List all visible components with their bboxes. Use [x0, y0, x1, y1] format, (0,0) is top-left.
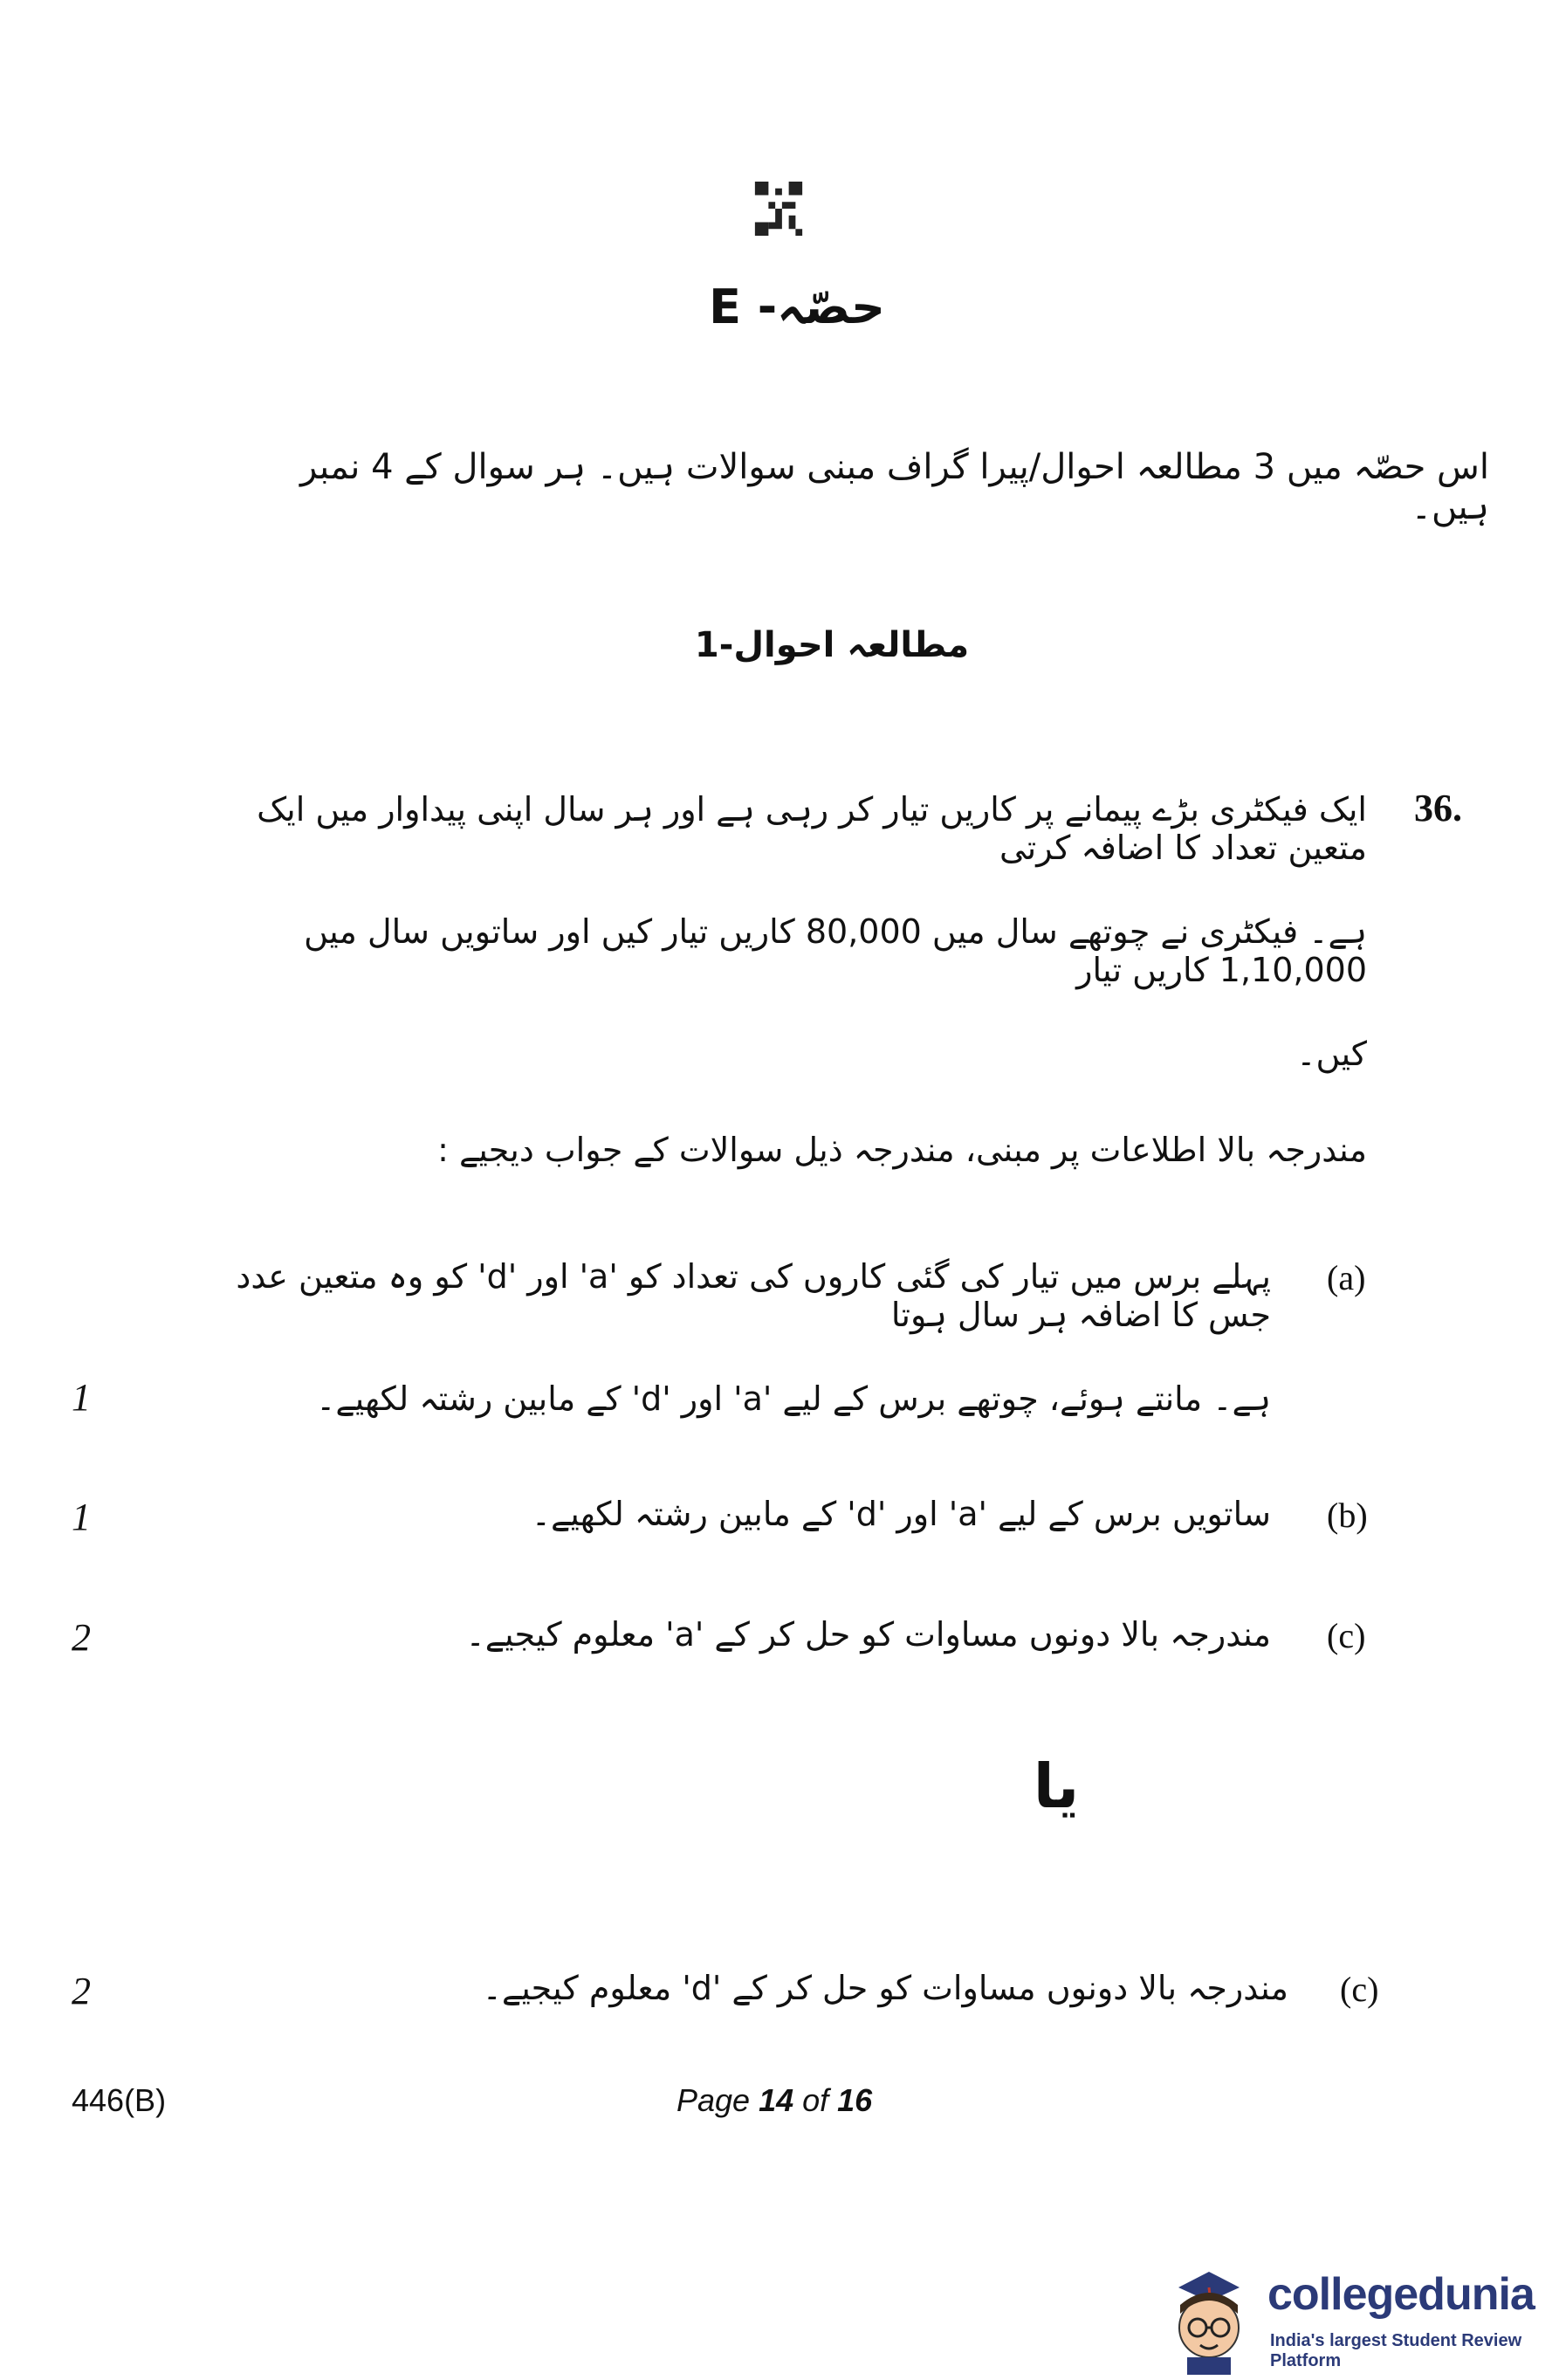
case-study-title: مطالعہ احوال-1 — [694, 625, 970, 665]
subquestion-text: پہلے برس میں تیار کی گئی کاروں کی تعداد کو 'a' اور 'd' کو وہ متعین عدد جس کا اضافہ ہر سال ہوتا — [236, 1257, 1271, 1334]
paragraph-line: ہے۔ فیکٹری نے چوتھے سال میں 80,000 کاریں تیار کیں اور ساتویں سال میں 1,10,000 کاریں تیار — [304, 912, 1367, 989]
subquestion-text: ہے۔ مانتے ہوئے، چوتھے برس کے لیے 'a' اور 'd' کے مابین رشتہ لکھیے۔ — [316, 1379, 1271, 1418]
subquestion-text: ساتویں برس کے لیے 'a' اور 'd' کے مابین رشتہ لکھیے۔ — [531, 1495, 1271, 1533]
subquestion-label: (c) — [1340, 1970, 1379, 2009]
marks: 2 — [72, 1616, 91, 1659]
qr-code-icon — [754, 182, 803, 236]
subquestion-text: مندرجہ بالا دونوں مساوات کو حل کر کے 'a' معلوم کیجیے۔ — [465, 1615, 1271, 1654]
subquestion-label: (c) — [1327, 1616, 1366, 1655]
subquestion-label: (a) — [1327, 1258, 1366, 1297]
paper-code: 446(B) — [72, 2082, 167, 2118]
brand-tagline: India's largest Student Review Platform — [1270, 2331, 1522, 2370]
section-title: حصّہ- E — [709, 279, 885, 334]
paragraph-line: کیں۔ — [1296, 1035, 1367, 1073]
marks: 1 — [72, 1376, 91, 1419]
subquestion-label: (b) — [1327, 1496, 1368, 1535]
section-instructions: اس حصّہ میں 3 مطالعہ احوال/پیرا گراف مبنی سوالات ہیں۔ ہر سوال کے 4 نمبر ہیں۔ — [299, 447, 1489, 527]
question-number: 36. — [1414, 787, 1462, 829]
answer-prompt: مندرجہ بالا اطلاعات پر مبنی، مندرجہ ذیل سوالات کے جواب دیجیے : — [437, 1131, 1367, 1169]
page-number: Page 14 of 16 — [676, 2082, 873, 2118]
or-divider: یا — [1033, 1751, 1080, 1822]
paragraph-line: ایک فیکٹری بڑے پیمانے پر کاریں تیار کر رہی ہے اور ہر سال اپنی پیداوار میں ایک متعین تعداد کا اضافہ کرتی — [257, 790, 1367, 867]
brand-logo: collegedunia — [1267, 2269, 1535, 2320]
marks: 1 — [72, 1496, 91, 1538]
marks: 2 — [72, 1970, 91, 2012]
subquestion-text: مندرجہ بالا دونوں مساوات کو حل کر کے 'd' معلوم کیجیے۔ — [482, 1969, 1288, 2007]
mascot-logo-icon — [1161, 2261, 1257, 2375]
